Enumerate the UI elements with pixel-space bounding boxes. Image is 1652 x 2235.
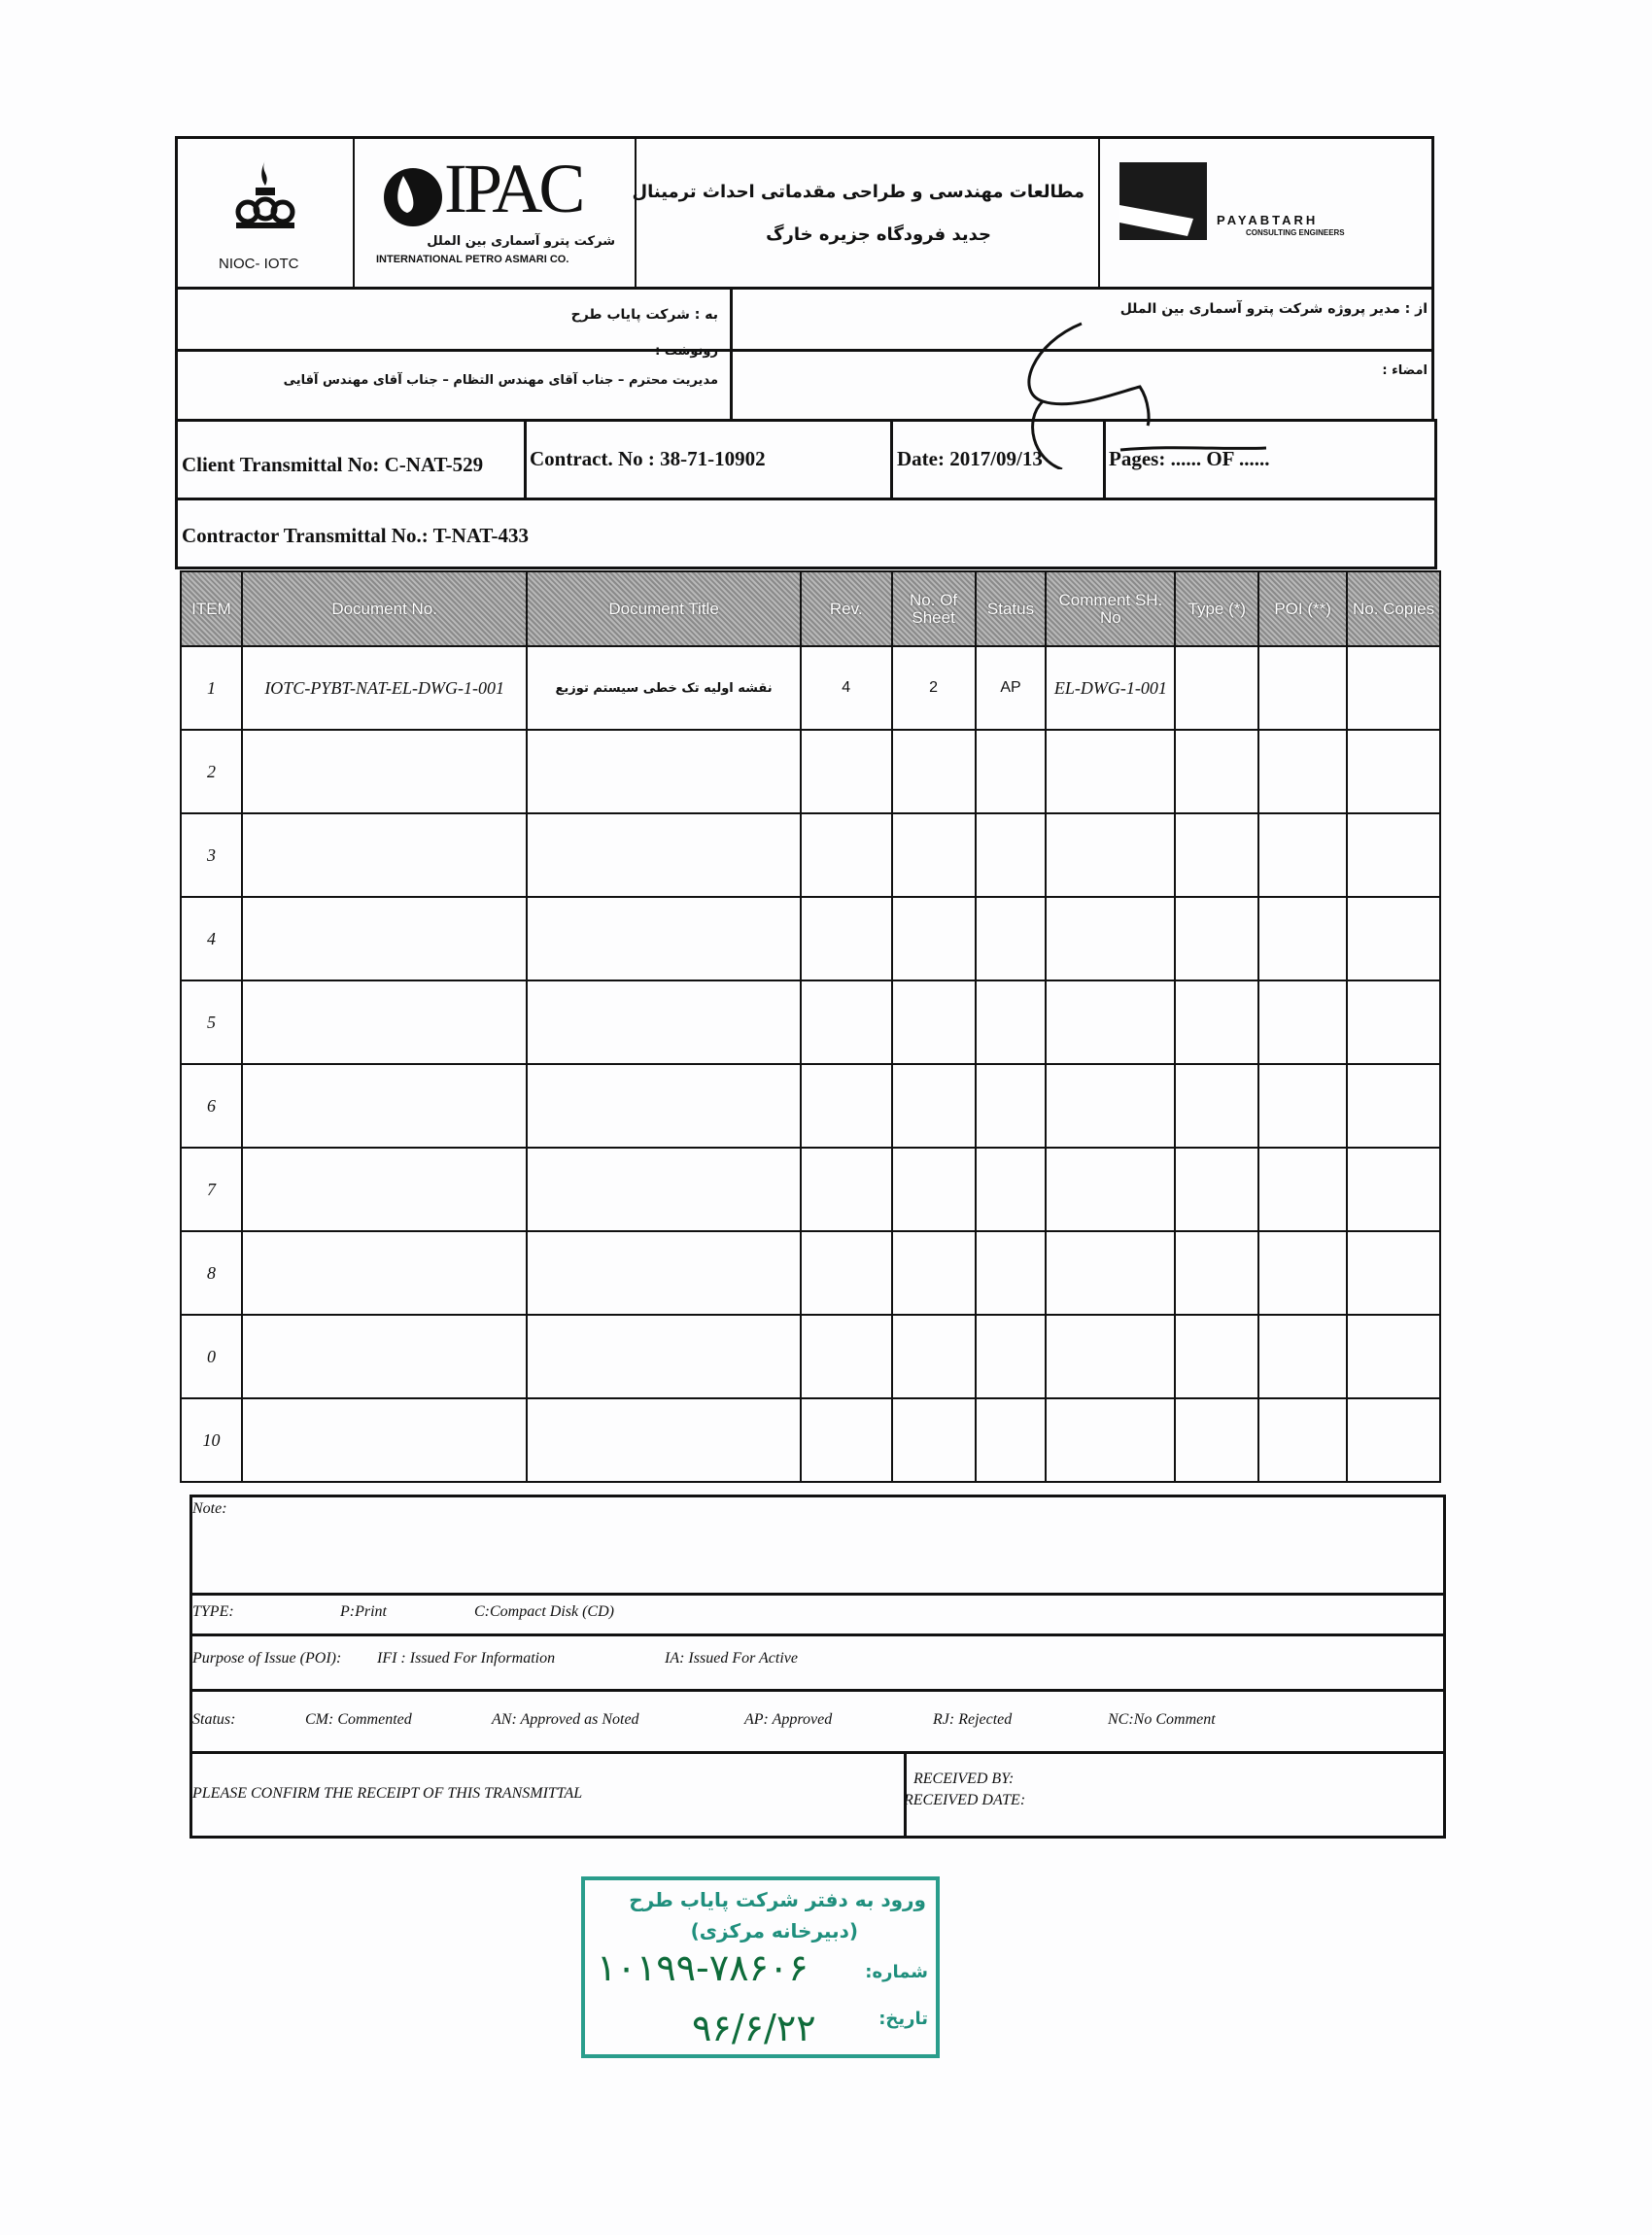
divider: [1103, 422, 1106, 498]
from-field: از : مدیر پروژه شرکت پترو آسماری بین الملل: [1119, 301, 1428, 317]
cell-type: [1175, 813, 1258, 897]
cell-item: 10: [181, 1398, 242, 1482]
cell-rev: 4: [801, 646, 892, 730]
cell-copies: [1347, 897, 1440, 980]
cell-type: [1175, 730, 1258, 813]
cell-document-no: [242, 813, 527, 897]
cell-item: 1: [181, 646, 242, 730]
col-document-title: Document Title: [527, 571, 800, 646]
stamp-number-value: ۱۰۱۹۹-۷۸۶۰۶: [597, 1946, 809, 1989]
cell-copies: [1347, 646, 1440, 730]
cell-poi: [1258, 1398, 1347, 1482]
cell-type: [1175, 1064, 1258, 1148]
cell-document-no: [242, 1315, 527, 1398]
cell-status: [976, 1315, 1047, 1398]
divider: [524, 422, 527, 498]
type-label: TYPE:: [192, 1603, 234, 1620]
col-sheets: No. Of Sheet: [892, 571, 976, 646]
ipac-drop-icon: [374, 156, 442, 234]
cell-status: [976, 1398, 1047, 1482]
status-rj: RJ: Rejected: [933, 1711, 1013, 1728]
cell-sheets: [892, 897, 976, 980]
divider: [192, 1751, 1443, 1754]
cell-document-no: [242, 1231, 527, 1315]
ipac-name-en: INTERNATIONAL PETRO ASMARI CO.: [376, 254, 569, 265]
cell-copies: [1347, 1398, 1440, 1482]
cell-document-title: [527, 1064, 800, 1148]
table-row: [181, 813, 1440, 897]
cell-rev: [801, 1231, 892, 1315]
stamp-line2: (دبیرخانه مرکزی): [690, 1919, 858, 1943]
client-transmittal-no: Client Transmittal No: C-NAT-529: [182, 453, 484, 476]
cell-document-no: [242, 897, 527, 980]
divider: [890, 422, 893, 498]
cell-document-title: [527, 1315, 800, 1398]
cell-status: [976, 1064, 1047, 1148]
cell-status: [976, 813, 1047, 897]
cell-document-no: IOTC-PYBT-NAT-EL-DWG-1-001: [242, 646, 527, 730]
table-row: [181, 646, 1440, 730]
cell-poi: [1258, 1315, 1347, 1398]
cell-copies: [1347, 1231, 1440, 1315]
cell-poi: [1258, 1231, 1347, 1315]
addressing-block: [175, 287, 1434, 422]
cc-value: مدیریت محترم – جناب آقای مهندس التظام – جناب آقای مهندس آقایی: [283, 373, 718, 388]
cell-status: AP: [976, 646, 1047, 730]
cell-type: [1175, 1315, 1258, 1398]
table-header-row: [181, 571, 1440, 646]
cell-copies: [1347, 1148, 1440, 1231]
cell-sheets: [892, 730, 976, 813]
type-print: P:Print: [340, 1603, 387, 1620]
note-label: Note:: [192, 1500, 227, 1517]
cell-poi: [1258, 897, 1347, 980]
cell-type: [1175, 897, 1258, 980]
confirm-receipt-text: PLEASE CONFIRM THE RECEIPT OF THIS TRANSMITTAL: [192, 1785, 583, 1802]
stamp-line1: ورود به دفتر شرکت پایاب طرح: [629, 1888, 926, 1911]
project-title-line2: جدید فرودگاه جزیره خارگ: [766, 224, 991, 245]
cell-status: [976, 1231, 1047, 1315]
nioc-label: NIOC- IOTC: [219, 256, 299, 272]
cell-poi: [1258, 730, 1347, 813]
table-row: [181, 1315, 1440, 1398]
cell-item: 2: [181, 730, 242, 813]
payabtarh-name: PAYABTARH: [1217, 213, 1319, 227]
received-date-label: RECEIVED DATE:: [904, 1792, 1026, 1808]
cell-item: 3: [181, 813, 242, 897]
payabtarh-sub: CONSULTING ENGINEERS: [1246, 228, 1345, 237]
cell-poi: [1258, 980, 1347, 1064]
cell-document-title: [527, 897, 800, 980]
cell-rev: [801, 980, 892, 1064]
date: Date: 2017/09/13: [897, 447, 1043, 470]
table-row: [181, 897, 1440, 980]
poi-ifi: IFI : Issued For Information: [377, 1650, 556, 1667]
project-title-line1: مطالعات مهندسی و طراحی مقدماتی احداث ترمینال: [632, 182, 1084, 202]
cell-sheets: [892, 980, 976, 1064]
cell-comment-sh: [1046, 1148, 1175, 1231]
cell-document-title: [527, 980, 800, 1064]
divider: [730, 290, 733, 419]
ipac-name-fa: شرکت پترو آسماری بین الملل: [427, 234, 615, 249]
status-nc: NC:No Comment: [1108, 1711, 1216, 1728]
transmittal-info-block: [175, 419, 1437, 569]
col-document-no: Document No.: [242, 571, 527, 646]
header-block: [175, 136, 1434, 290]
cell-item: 0: [181, 1315, 242, 1398]
cell-item: 8: [181, 1231, 242, 1315]
table-row: [181, 980, 1440, 1064]
col-poi: POI (**): [1258, 571, 1347, 646]
cell-document-no: [242, 1064, 527, 1148]
cell-document-no: [242, 730, 527, 813]
divider: [192, 1593, 1443, 1596]
cell-document-no: [242, 1148, 527, 1231]
stamp-date-value: ۹۶/۶/۲۲: [692, 2007, 816, 2049]
cell-document-title: [527, 1231, 800, 1315]
contractor-transmittal-no: Contractor Transmittal No.: T-NAT-433: [182, 524, 529, 547]
cell-copies: [1347, 1315, 1440, 1398]
status-label: Status:: [192, 1711, 236, 1728]
stamp-number-label: شماره:: [865, 1962, 928, 1982]
cell-document-title: [527, 1398, 800, 1482]
cell-item: 6: [181, 1064, 242, 1148]
cell-comment-sh: [1046, 1231, 1175, 1315]
cc-label: رونوشت :: [655, 344, 718, 359]
status-ap: AP: Approved: [744, 1711, 833, 1728]
cell-rev: [801, 813, 892, 897]
table-row: [181, 1064, 1440, 1148]
cell-sheets: 2: [892, 646, 976, 730]
documents-table: [180, 570, 1441, 1483]
stamp-date-label: تاریخ:: [878, 2009, 928, 2029]
received-by-label: RECEIVED BY:: [913, 1771, 1015, 1787]
table-row: [181, 1231, 1440, 1315]
cell-comment-sh: [1046, 730, 1175, 813]
cell-item: 5: [181, 980, 242, 1064]
status-cm: CM: Commented: [305, 1711, 412, 1728]
cell-type: [1175, 980, 1258, 1064]
cell-document-title: [527, 1148, 800, 1231]
divider: [192, 1633, 1443, 1636]
cell-status: [976, 1148, 1047, 1231]
cell-sheets: [892, 1315, 976, 1398]
cell-document-title: نقشه اولیه تک خطی سیستم توزیع: [527, 646, 800, 730]
cell-comment-sh: [1046, 813, 1175, 897]
poi-ia: IA: Issued For Active: [665, 1650, 798, 1667]
col-item: ITEM: [181, 571, 242, 646]
type-cd: C:Compact Disk (CD): [474, 1603, 614, 1620]
payabtarh-logo-icon: [1119, 162, 1207, 240]
cell-type: [1175, 646, 1258, 730]
cell-rev: [801, 1398, 892, 1482]
cell-status: [976, 897, 1047, 980]
ipac-logo-cell: [355, 139, 637, 287]
cell-document-title: [527, 813, 800, 897]
divider: [178, 498, 1434, 500]
cell-comment-sh: [1046, 980, 1175, 1064]
cell-rev: [801, 897, 892, 980]
project-title-cell: [632, 139, 1100, 287]
cell-poi: [1258, 1148, 1347, 1231]
cell-sheets: [892, 1148, 976, 1231]
cell-rev: [801, 1315, 892, 1398]
nioc-logo-cell: [178, 139, 355, 287]
cell-document-no: [242, 1398, 527, 1482]
cell-status: [976, 980, 1047, 1064]
table-row: [181, 730, 1440, 813]
signature-label: امضاء :: [1382, 363, 1428, 378]
cell-copies: [1347, 1064, 1440, 1148]
cell-comment-sh: [1046, 1398, 1175, 1482]
cell-document-title: [527, 730, 800, 813]
cell-type: [1175, 1398, 1258, 1482]
ipac-logo-text: IPAC: [444, 150, 582, 227]
cell-document-no: [242, 980, 527, 1064]
cell-sheets: [892, 1398, 976, 1482]
nioc-logo-icon: [226, 158, 304, 236]
col-copies: No. Copies: [1347, 571, 1440, 646]
cell-sheets: [892, 1064, 976, 1148]
table-row: [181, 1148, 1440, 1231]
cell-rev: [801, 1148, 892, 1231]
to-field: به : شرکت پایاب طرح: [570, 307, 718, 323]
cell-item: 7: [181, 1148, 242, 1231]
pages: Pages: ...... OF ......: [1109, 447, 1270, 470]
cell-comment-sh: [1046, 897, 1175, 980]
cell-copies: [1347, 813, 1440, 897]
col-type: Type (*): [1175, 571, 1258, 646]
divider: [192, 1689, 1443, 1692]
col-comment-sh: Comment SH. No: [1046, 571, 1175, 646]
cell-type: [1175, 1148, 1258, 1231]
cell-type: [1175, 1231, 1258, 1315]
table-row: [181, 1398, 1440, 1482]
cell-comment-sh: [1046, 1064, 1175, 1148]
cell-poi: [1258, 1064, 1347, 1148]
cell-status: [976, 730, 1047, 813]
cell-rev: [801, 1064, 892, 1148]
cell-comment-sh: [1046, 1315, 1175, 1398]
cell-copies: [1347, 730, 1440, 813]
receipt-stamp: [581, 1876, 940, 2058]
cell-copies: [1347, 980, 1440, 1064]
col-status: Status: [976, 571, 1047, 646]
cell-rev: [801, 730, 892, 813]
cell-poi: [1258, 813, 1347, 897]
cell-poi: [1258, 646, 1347, 730]
poi-label: Purpose of Issue (POI):: [192, 1650, 342, 1667]
status-an: AN: Approved as Noted: [492, 1711, 639, 1728]
col-rev: Rev.: [801, 571, 892, 646]
cell-sheets: [892, 813, 976, 897]
cell-comment-sh: EL-DWG-1-001: [1046, 646, 1175, 730]
cell-sheets: [892, 1231, 976, 1315]
payabtarh-logo-cell: [1100, 139, 1431, 287]
contract-no: Contract. No : 38-71-10902: [530, 447, 766, 470]
cell-item: 4: [181, 897, 242, 980]
